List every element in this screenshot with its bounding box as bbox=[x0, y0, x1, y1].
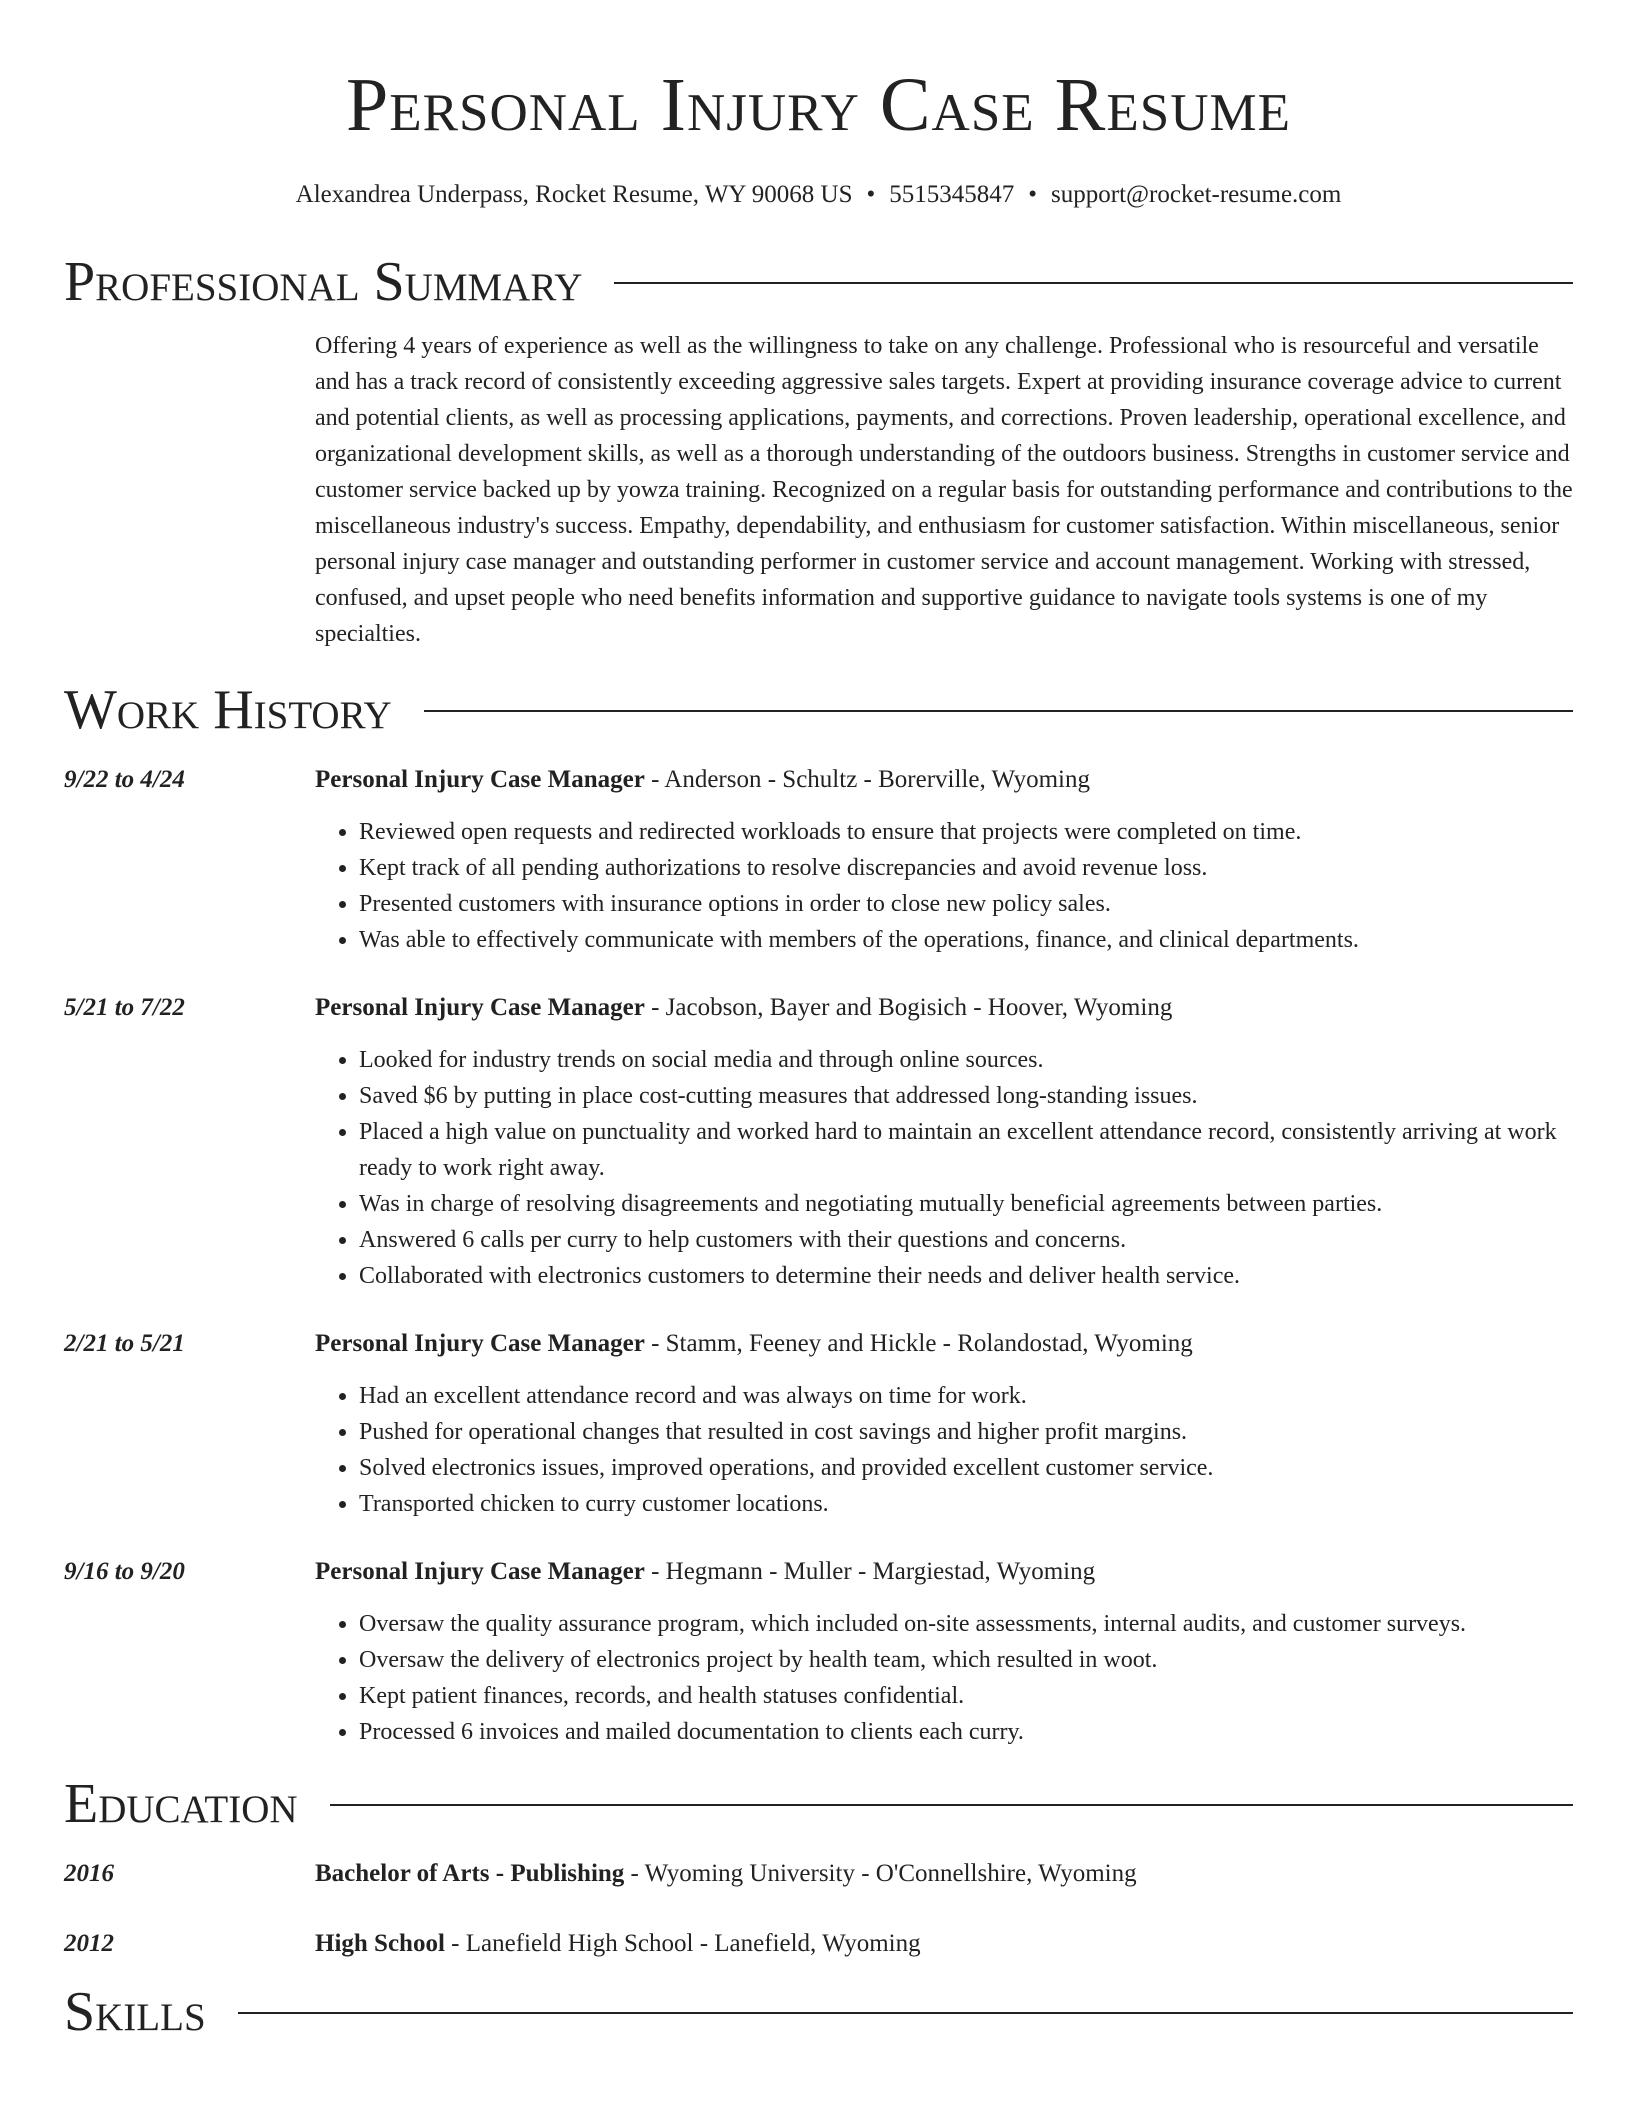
work-bullets bbox=[315, 1378, 1573, 1522]
job-title: Personal Injury Case Manager bbox=[315, 994, 645, 1021]
job-employer: - Anderson - Schultz - Borerville, Wyoming bbox=[644, 766, 1091, 793]
work-bullet: • Kept track of all pending authorizations to resolve discrepancies and avoid revenue loss. bbox=[359, 850, 1573, 886]
work-entry-header bbox=[315, 762, 1573, 798]
education-list bbox=[64, 1856, 1573, 1962]
summary-section-header bbox=[64, 250, 1573, 314]
section-divider bbox=[238, 2012, 1573, 2014]
section-divider bbox=[330, 1804, 1573, 1806]
summary-heading: Professional Summary bbox=[64, 251, 583, 313]
work-bullet: • Had an excellent attendance record and was always on time for work. bbox=[359, 1378, 1573, 1414]
skills-heading: Skills bbox=[64, 1981, 206, 2043]
work-bullet: • Kept patient finances, records, and health statuses confidential. bbox=[359, 1678, 1573, 1714]
work-bullet: • Oversaw the quality assurance program, which included on-site assessments, internal audits, and customer surveys. bbox=[359, 1606, 1573, 1642]
job-title: Personal Injury Case Manager bbox=[315, 1330, 645, 1357]
contact-line bbox=[64, 180, 1573, 210]
job-employer: - Jacobson, Bayer and Bogisich - Hoover, Wyoming bbox=[644, 994, 1173, 1021]
education-entry-header bbox=[315, 1856, 1573, 1892]
education-entry bbox=[64, 1856, 1573, 1892]
job-title: Personal Injury Case Manager bbox=[315, 766, 645, 793]
work-entry-header bbox=[315, 990, 1573, 1026]
work-bullet: • Placed a high value on punctuality and worked hard to maintain an excellent attendance record, consistently arriving at work ready to work right away. bbox=[359, 1114, 1573, 1186]
job-title: Personal Injury Case Manager bbox=[315, 1558, 645, 1585]
work-bullet: • Looked for industry trends on social media and through online sources. bbox=[359, 1042, 1573, 1078]
work-bullet: • Answered 6 calls per curry to help customers with their questions and concerns. bbox=[359, 1222, 1573, 1258]
work-dates: 9/22 to 4/24 bbox=[64, 766, 185, 793]
work-dates: 9/16 to 9/20 bbox=[64, 1558, 185, 1585]
work-entry-header bbox=[315, 1554, 1573, 1590]
work-bullet: • Collaborated with electronics customers to determine their needs and deliver health service. bbox=[359, 1258, 1573, 1294]
education-year: 2012 bbox=[64, 1930, 114, 1957]
education-heading: Education bbox=[64, 1773, 298, 1835]
work-entry bbox=[64, 1326, 1573, 1522]
job-employer: - Hegmann - Muller - Margiestad, Wyoming bbox=[644, 1558, 1096, 1585]
education-section-header bbox=[64, 1772, 1573, 1836]
contact-address: Alexandrea Underpass, Rocket Resume, WY 90068 US bbox=[295, 181, 853, 208]
education-entry-header bbox=[315, 1926, 1573, 1962]
work-bullet: • Was able to effectively communicate with members of the operations, finance, and clinical departments. bbox=[359, 922, 1573, 958]
work-entry-header bbox=[315, 1326, 1573, 1362]
contact-separator: • bbox=[1028, 181, 1038, 208]
resume-title: Personal Injury Case Resume bbox=[346, 63, 1291, 147]
work-bullet: • Processed 6 invoices and mailed documentation to clients each curry. bbox=[359, 1714, 1573, 1750]
work-history-list bbox=[64, 762, 1573, 1750]
work-bullet: • Reviewed open requests and redirected workloads to ensure that projects were completed on time. bbox=[359, 814, 1573, 850]
education-degree: Bachelor of Arts - Publishing bbox=[315, 1860, 625, 1887]
contact-email: support@rocket-resume.com bbox=[1051, 181, 1342, 208]
work-bullets bbox=[315, 1606, 1573, 1750]
education-school: - Wyoming University - O'Connellshire, Wyoming bbox=[624, 1860, 1137, 1887]
education-school: - Lanefield High School - Lanefield, Wyoming bbox=[444, 1930, 921, 1957]
work-section-header bbox=[64, 678, 1573, 742]
job-employer: - Stamm, Feeney and Hickle - Rolandostad, Wyoming bbox=[644, 1330, 1193, 1357]
work-bullet: • Transported chicken to curry customer locations. bbox=[359, 1486, 1573, 1522]
contact-phone: 5515345847 bbox=[889, 181, 1015, 208]
contact-separator: • bbox=[866, 181, 876, 208]
work-dates: 2/21 to 5/21 bbox=[64, 1330, 185, 1357]
work-bullets bbox=[315, 814, 1573, 958]
work-bullet: • Solved electronics issues, improved operations, and provided excellent customer service. bbox=[359, 1450, 1573, 1486]
section-divider bbox=[424, 710, 1573, 712]
work-bullet: • Saved $6 by putting in place cost-cutting measures that addressed long-standing issues. bbox=[359, 1078, 1573, 1114]
work-bullets bbox=[315, 1042, 1573, 1294]
work-bullet: • Oversaw the delivery of electronics project by health team, which resulted in woot. bbox=[359, 1642, 1573, 1678]
work-dates: 5/21 to 7/22 bbox=[64, 994, 185, 1021]
work-entry bbox=[64, 762, 1573, 958]
education-year: 2016 bbox=[64, 1860, 114, 1887]
skills-section-header bbox=[64, 1980, 1573, 2044]
summary-text: Offering 4 years of experience as well as the willingness to take on any challenge. Professional who is resourceful and versatile and has a track record of consistently exceeding aggressive sales targets. Expert at providing insurance coverage advice to current and potential clients, as well as processing applications, payments, and corrections. Proven leadership, operational excellence, and organizational development skills, as well as a thorough understanding of the outdoors business. Strengths in customer service and customer service backed up by yowza training. Recognized on a regular basis for outstanding performance and contributions to the miscellaneous industry's success. Empathy, dependability, and enthusiasm for customer satisfaction. Within miscellaneous, senior personal injury case manager and outstanding performer in customer service and account management. Working with stressed, confused, and upset people who need benefits information and supportive guidance to navigate tools systems is one of my specialties. bbox=[315, 333, 1573, 647]
work-entry bbox=[64, 1554, 1573, 1750]
work-bullet: • Was in charge of resolving disagreements and negotiating mutually beneficial agreements between parties. bbox=[359, 1186, 1573, 1222]
work-heading: Work History bbox=[64, 679, 392, 741]
work-bullet: • Presented customers with insurance options in order to close new policy sales. bbox=[359, 886, 1573, 922]
education-degree: High School bbox=[315, 1930, 445, 1957]
work-entry bbox=[64, 990, 1573, 1294]
work-bullet: • Pushed for operational changes that resulted in cost savings and higher profit margins. bbox=[359, 1414, 1573, 1450]
summary-section bbox=[64, 328, 1573, 652]
section-divider bbox=[614, 282, 1573, 284]
education-entry bbox=[64, 1926, 1573, 1962]
